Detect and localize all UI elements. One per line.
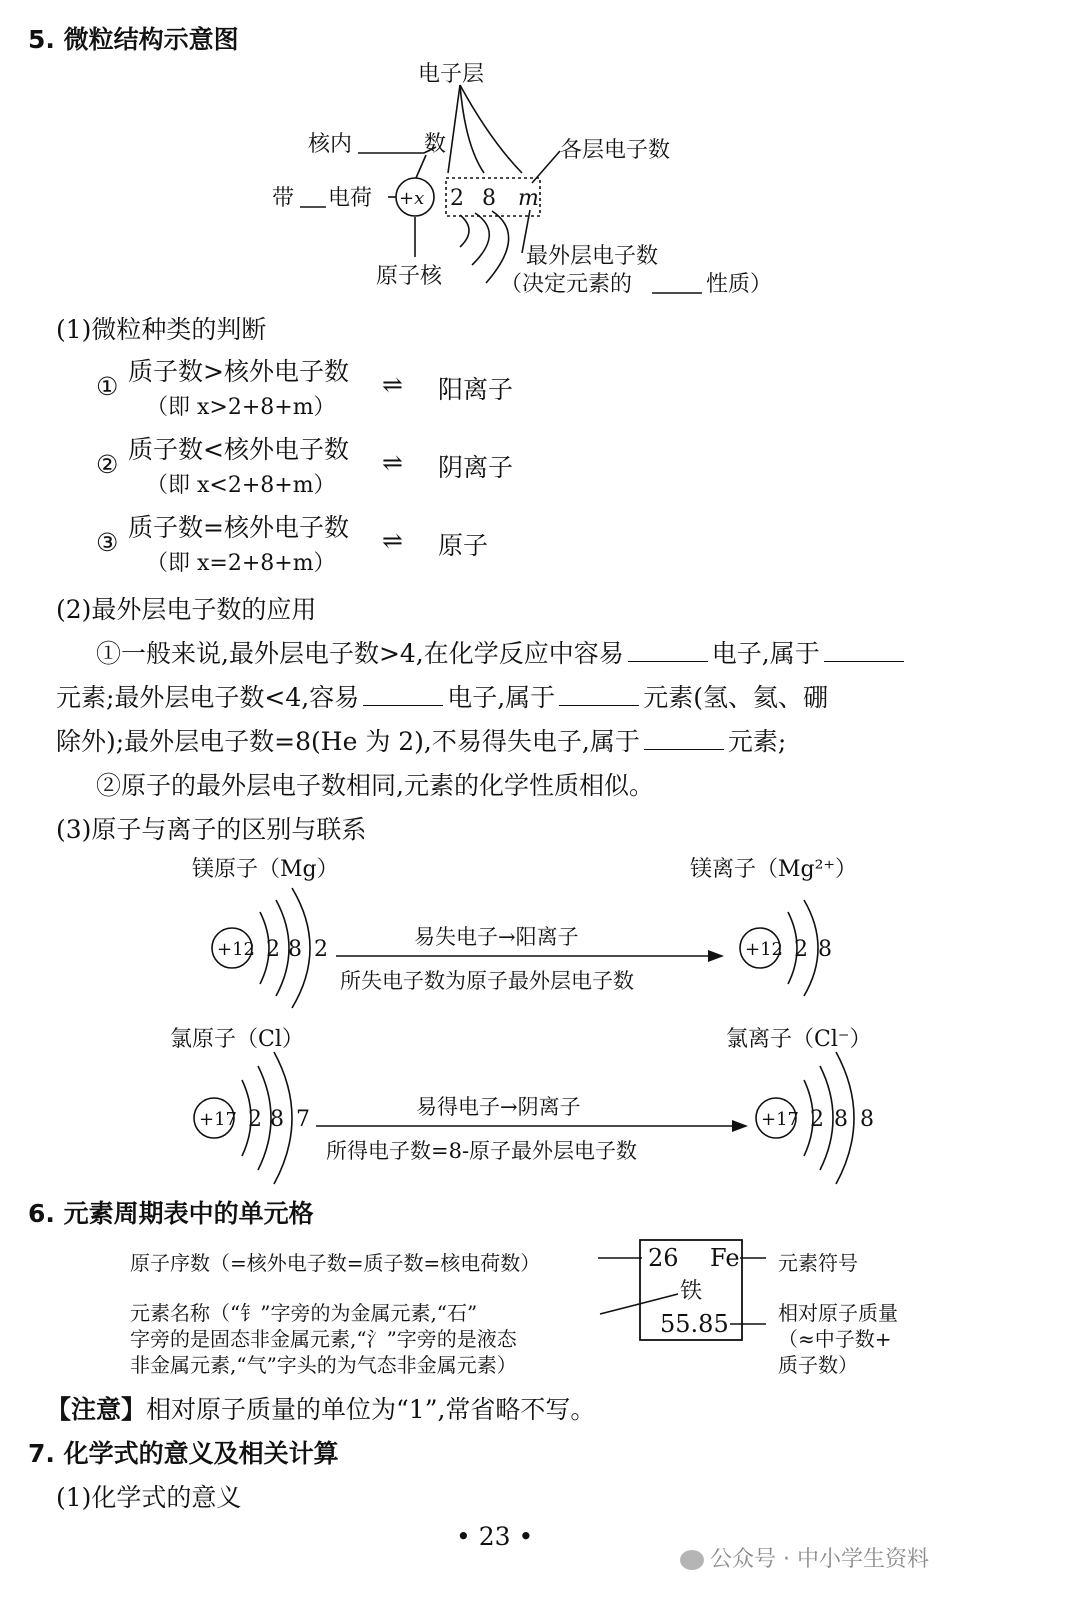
nucleus-charge: +12 <box>217 939 255 960</box>
shell-value: m <box>518 186 539 211</box>
shell-value: 7 <box>296 1107 310 1132</box>
cl-atom-label: 氯原子（Cl） <box>170 1027 304 1052</box>
shell-label: 电子层 <box>418 62 485 87</box>
text-run: 电子,属于 <box>447 683 556 712</box>
pointer-line <box>460 85 522 173</box>
shell-arc <box>460 215 469 247</box>
shell-arc <box>472 213 489 265</box>
sub2-line3 <box>56 722 786 758</box>
text-run: 元素(氢、氦、硼 <box>643 683 828 712</box>
nucleus-charge: +17 <box>761 1109 799 1130</box>
watermark-text: 公众号 · 中小学生资料 <box>710 1547 929 1572</box>
shell-value: 2 <box>810 1107 824 1132</box>
sub3-title: (3)原子与离子的区别与联系 <box>56 815 367 844</box>
pointer-line <box>448 85 460 173</box>
label-relative-mass: （≈中子数+ <box>778 1327 892 1351</box>
item-line1: 质子数>核外电子数 <box>128 357 349 386</box>
label-element-name: 元素名称（“钅”字旁的为金属元素,“石” <box>130 1301 478 1325</box>
per-shell-label: 各层电子数 <box>560 138 671 163</box>
arrow-label-bottom: 所失电子数为原子最外层电子数 <box>340 969 634 993</box>
label-element-symbol: 元素符号 <box>778 1251 858 1275</box>
nucleus-charge: +17 <box>199 1109 237 1130</box>
item-result: 原子 <box>438 531 489 560</box>
item-line2: （即 x<2+8+m） <box>146 473 336 498</box>
shell-value: 2 <box>266 937 280 962</box>
nucleus-suffix: 数 <box>424 132 447 157</box>
outer-note-prefix: （决定元素的 <box>500 272 633 297</box>
nucleus-prefix: 核内 <box>308 132 353 157</box>
shell-value: 8 <box>270 1107 284 1132</box>
label-element-name: 字旁的是固态非金属元素,“氵”字旁的是液态 <box>130 1327 517 1351</box>
pointer-line <box>460 85 484 173</box>
text-run: 元素;最外层电子数<4,容易 <box>56 683 360 712</box>
answer-blank <box>644 731 724 750</box>
arrow-label-top: 易失电子→阳离子 <box>414 925 579 949</box>
page-number: • 23 • <box>456 1522 534 1551</box>
section-7-title: 7. 化学式的意义及相关计算 <box>28 1439 339 1468</box>
equilibrium-arrow-icon: ⇌ <box>382 448 403 477</box>
sub2-title: (2)最外层电子数的应用 <box>56 595 317 624</box>
pointer-line <box>416 155 426 178</box>
text-run: 除外);最外层电子数=8(He 为 2),不易得失电子,属于 <box>56 727 640 756</box>
charge-suffix: 电荷 <box>328 186 373 211</box>
answer-blank <box>559 687 639 706</box>
cell-name: 铁 <box>680 1279 703 1304</box>
note-tag: 【注意】 <box>46 1395 147 1424</box>
equilibrium-arrow-icon: ⇌ <box>382 370 403 399</box>
answer-blank <box>824 643 904 662</box>
sub2-line1 <box>96 634 908 670</box>
nucleus-charge: +12 <box>745 939 783 960</box>
sub1-title: (1)微粒种类的判断 <box>56 315 267 344</box>
cell-mass: 55.85 <box>660 1310 729 1338</box>
periodic-cell-diagram <box>590 1232 790 1352</box>
item-line2: （即 x=2+8+m） <box>146 551 336 576</box>
text-run: 元素; <box>727 727 787 756</box>
shell-value: 2 <box>794 937 808 962</box>
answer-blank <box>628 643 708 662</box>
text-run: ①一般来说,最外层电子数>4,在化学反应中容易 <box>96 639 624 668</box>
shell-value: 2 <box>314 937 328 962</box>
cell-atomic-number: 26 <box>648 1244 679 1272</box>
item-line2: （即 x>2+8+m） <box>146 395 336 420</box>
item-line1: 质子数<核外电子数 <box>128 435 349 464</box>
shell-value: 2 <box>248 1107 262 1132</box>
arrow-head-icon <box>732 1120 748 1132</box>
cell-symbol: Fe <box>710 1244 740 1272</box>
label-relative-mass: 相对原子质量 <box>778 1301 898 1325</box>
section-5-title: 5. 微粒结构示意图 <box>28 25 239 54</box>
nucleus-label: 原子核 <box>376 264 443 289</box>
item-line1: 质子数=核外电子数 <box>128 513 349 542</box>
pointer-line <box>532 151 560 183</box>
arrow-label-top: 易得电子→阴离子 <box>416 1095 581 1119</box>
particle-structure-diagram <box>260 55 820 305</box>
atom-ion-diagrams <box>180 880 900 1190</box>
label-relative-mass: 质子数） <box>778 1353 858 1377</box>
shell-value: 8 <box>482 186 496 211</box>
shell-value: 8 <box>818 937 832 962</box>
sub-title: (1)化学式的意义 <box>56 1483 242 1512</box>
item-num: ③ <box>96 528 119 557</box>
section-6-title: 6. 元素周期表中的单元格 <box>28 1199 314 1228</box>
item-num: ① <box>96 372 119 401</box>
sub2-line2 <box>56 678 828 714</box>
item-result: 阳离子 <box>438 375 514 404</box>
outer-label: 最外层电子数 <box>526 244 659 269</box>
shell-value: 8 <box>860 1107 874 1132</box>
shell-value: 8 <box>288 937 302 962</box>
shell-value: 2 <box>450 186 464 211</box>
label-atomic-number: 原子序数（=核外电子数=质子数=核电荷数） <box>130 1251 541 1275</box>
outer-note-suffix: 性质） <box>706 272 773 297</box>
nucleus-symbol: +x <box>399 188 425 209</box>
mg-atom-label: 镁原子（Mg） <box>192 857 339 882</box>
sub2-line4: ②原子的最外层电子数相同,元素的化学性质相似。 <box>96 771 654 800</box>
answer-blank <box>363 687 443 706</box>
cl-ion-label: 氯离子（Cl⁻） <box>726 1027 872 1052</box>
watermark <box>680 1542 929 1573</box>
shell-value: 8 <box>834 1107 848 1132</box>
charge-prefix: 带 <box>272 186 295 211</box>
label-element-name: 非金属元素,“气”字头的为气态非金属元素） <box>130 1353 517 1377</box>
note-text: 相对原子质量的单位为“1”,常省略不写。 <box>146 1395 596 1424</box>
wechat-icon <box>680 1550 704 1570</box>
item-num: ② <box>96 450 119 479</box>
arrow-head-icon <box>708 950 724 962</box>
equilibrium-arrow-icon: ⇌ <box>382 526 403 555</box>
mg-ion-label: 镁离子（Mg²⁺） <box>690 857 858 882</box>
item-result: 阴离子 <box>438 453 514 482</box>
text-run: 电子,属于 <box>711 639 820 668</box>
arrow-label-bottom: 所得电子数=8-原子最外层电子数 <box>326 1139 638 1163</box>
note <box>46 1390 595 1426</box>
